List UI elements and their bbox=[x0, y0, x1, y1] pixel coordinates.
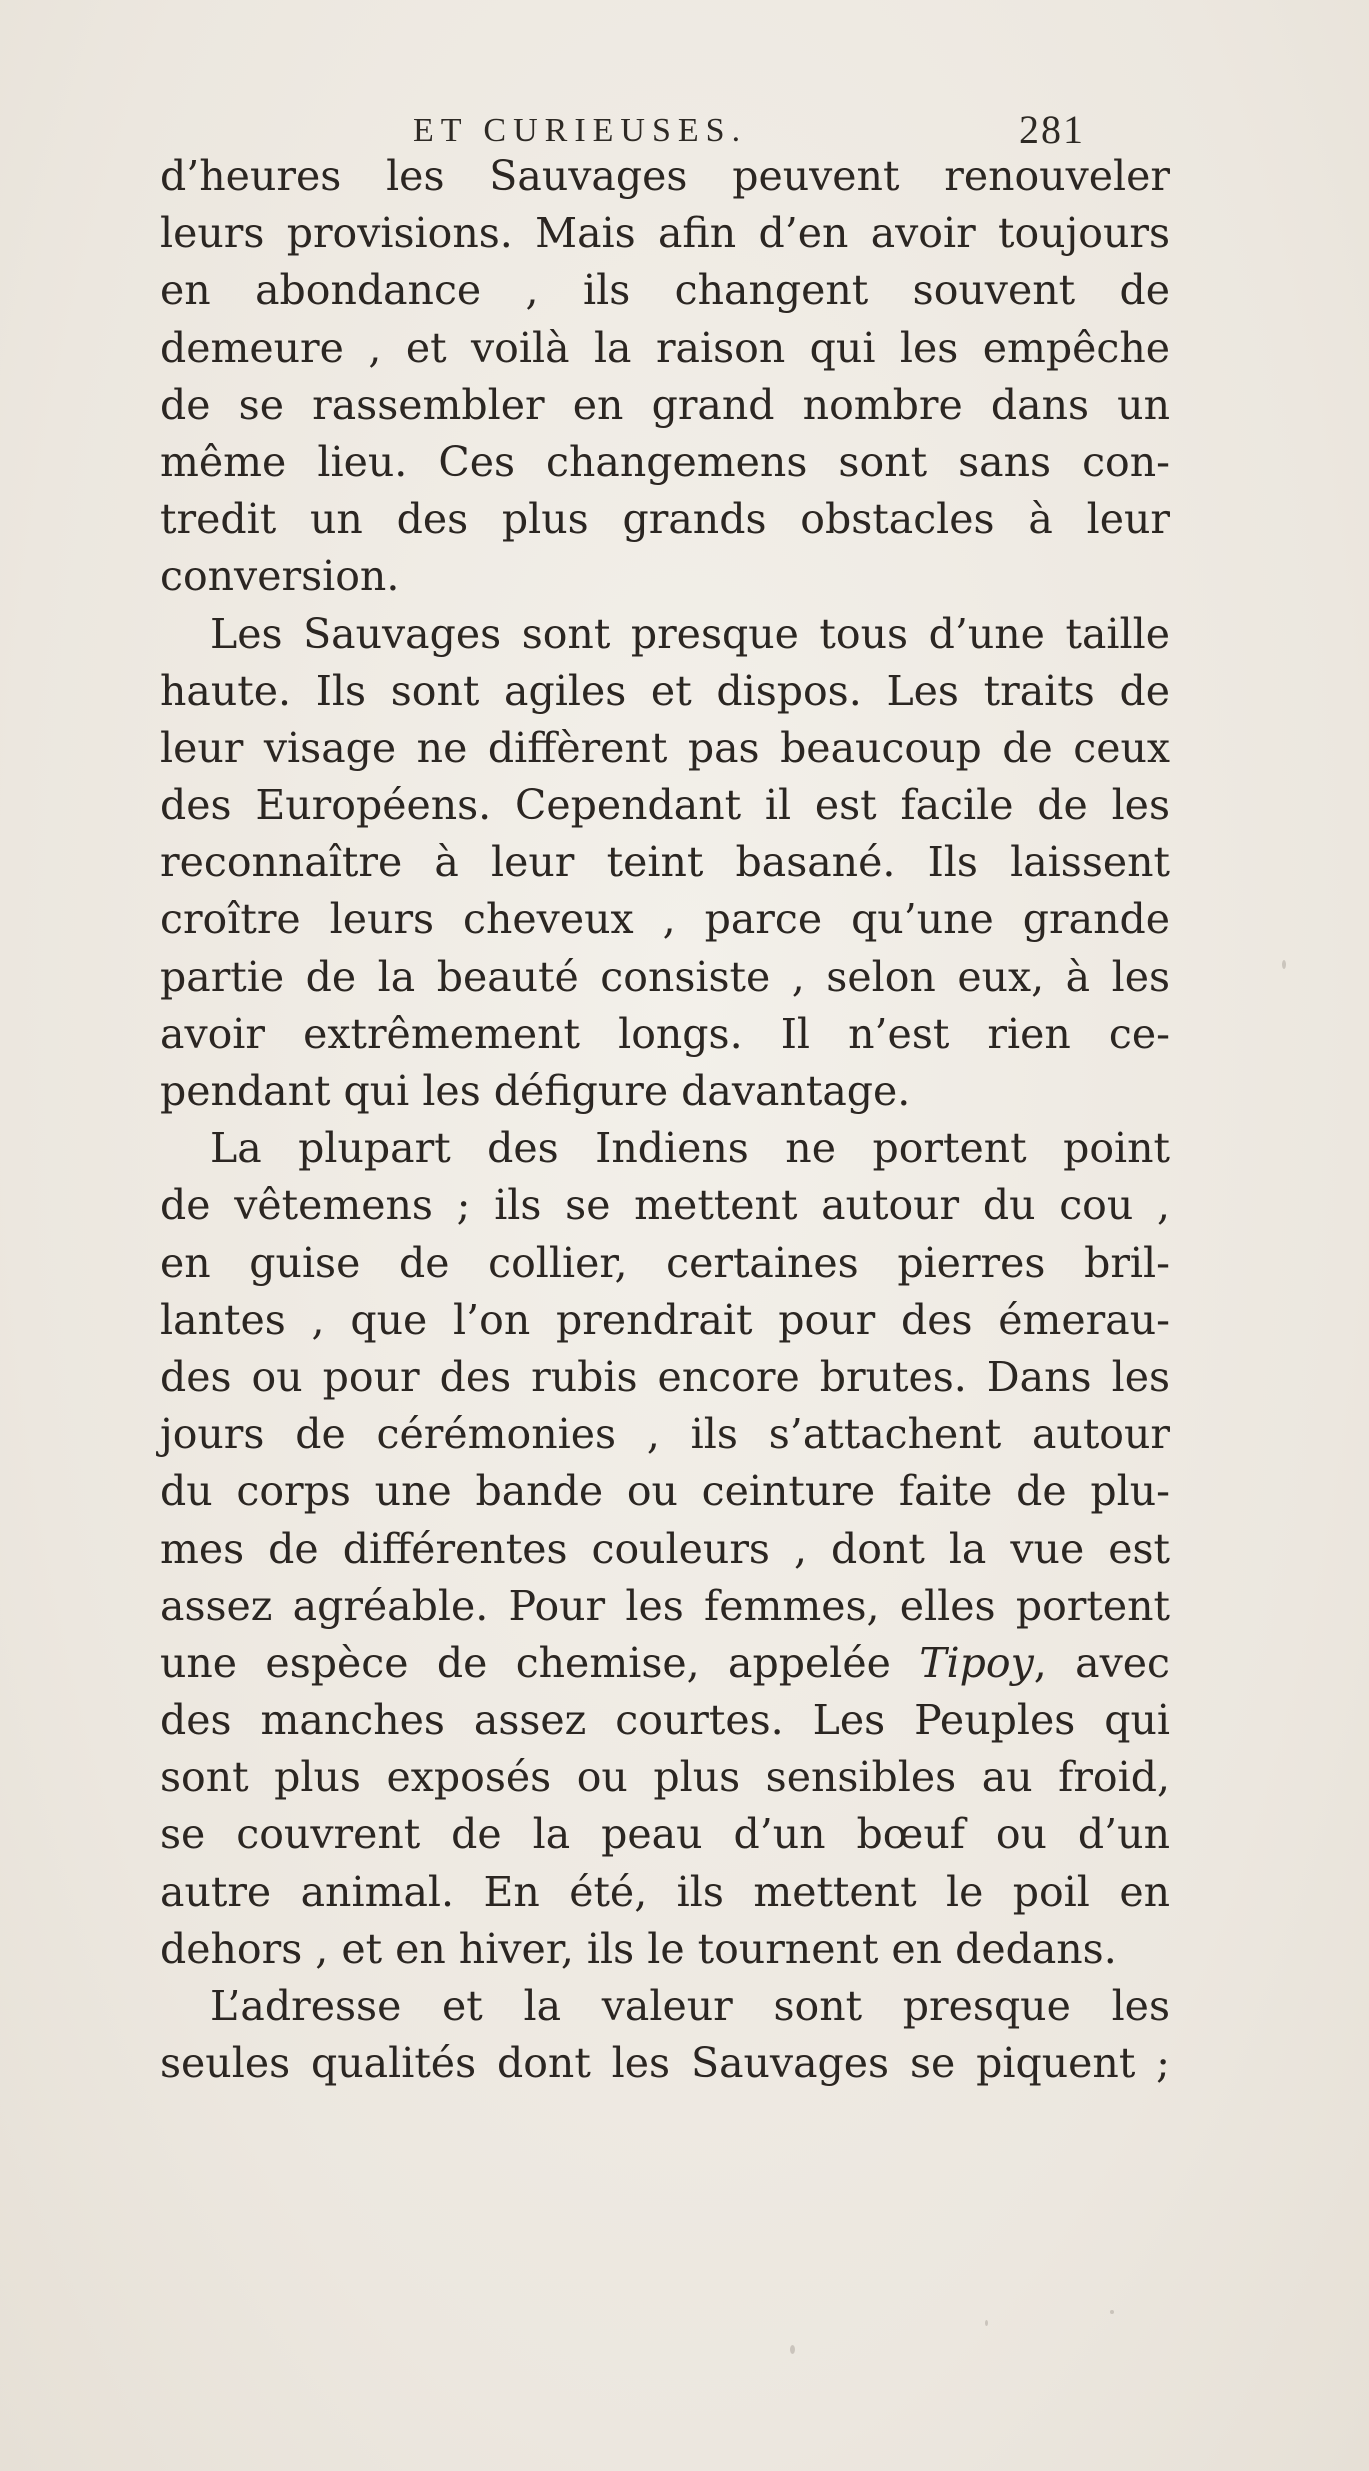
paper-blemish bbox=[985, 2320, 988, 2326]
text-line: du corps une bande ou ceinture faite de plu- bbox=[160, 1467, 1170, 1516]
text-line: une espèce de chemise, appelée Tipoy, avec bbox=[160, 1638, 1170, 1687]
text-line: même lieu. Ces changemens sont sans con- bbox=[160, 437, 1170, 486]
text-line: croître leurs cheveux , parce qu’une grande bbox=[160, 895, 1170, 944]
text-line: pendant qui les défigure davantage. bbox=[160, 1067, 911, 1115]
text-line: lantes , que l’on prendrait pour des émerau- bbox=[160, 1295, 1170, 1344]
text-line: assez agréable. Pour les femmes, elles portent bbox=[160, 1581, 1170, 1630]
page-number: 281 bbox=[1019, 107, 1085, 152]
text-line: mes de différentes couleurs , dont la vue est bbox=[160, 1524, 1170, 1573]
text-line: leur visage ne diffèrent pas beaucoup de ceux bbox=[160, 723, 1170, 772]
text-line: conversion. bbox=[160, 552, 400, 601]
text-line: autre animal. En été, ils mettent le poil en bbox=[160, 1867, 1170, 1916]
paper-blemish bbox=[1282, 960, 1286, 969]
text-line: haute. Ils sont agiles et dispos. Les traits de bbox=[160, 666, 1170, 715]
paper-blemish bbox=[1110, 2310, 1114, 2314]
text-line: des ou pour des rubis encore brutes. Dans les bbox=[160, 1352, 1170, 1401]
running-head: ET CURIEUSES. bbox=[413, 112, 748, 149]
text-line: leurs provisions. Mais afin d’en avoir toujours bbox=[160, 209, 1170, 258]
text-line: en guise de collier, certaines pierres bril- bbox=[160, 1238, 1170, 1287]
text-line: de se rassembler en grand nombre dans un bbox=[160, 380, 1170, 429]
paragraph-3 bbox=[160, 1120, 1170, 1978]
text-line: de vêtemens ; ils se mettent autour du cou , bbox=[160, 1181, 1170, 1230]
text-line: se couvrent de la peau d’un bœuf ou d’un bbox=[160, 1810, 1170, 1859]
paper-blemish bbox=[790, 2345, 795, 2354]
text-line: La plupart des Indiens ne portent point bbox=[210, 1124, 1170, 1173]
text-line: demeure , et voilà la raison qui les empêche bbox=[160, 323, 1170, 372]
text-line: en abondance , ils changent souvent de bbox=[160, 266, 1170, 315]
paragraph-4 bbox=[160, 1978, 1170, 2092]
text-line: tredit un des plus grands obstacles à leur bbox=[160, 495, 1170, 544]
text-line: sont plus exposés ou plus sensibles au froid, bbox=[160, 1753, 1170, 1802]
text-line: L’adresse et la valeur sont presque les bbox=[210, 1982, 1170, 2030]
text-line: seules qualités dont les Sauvages se piquent ; bbox=[160, 2039, 1170, 2088]
paragraph-1 bbox=[160, 148, 1170, 606]
text-line: Les Sauvages sont presque tous d’une taille bbox=[210, 609, 1170, 658]
text-line: jours de cérémonies , ils s’attachent autour bbox=[160, 1410, 1170, 1459]
paragraph-2 bbox=[160, 606, 1170, 1121]
text-line: reconnaître à leur teint basané. Ils laissent bbox=[160, 838, 1170, 887]
text-line: partie de la beauté consiste , selon eux, à les bbox=[160, 952, 1170, 1001]
text-line: avoir extrêmement longs. Il n’est rien ce- bbox=[160, 1009, 1170, 1058]
italic-term: Tipoy bbox=[919, 1638, 1034, 1687]
text-line: des manches assez courtes. Les Peuples qui bbox=[160, 1696, 1170, 1745]
text-line: dehors , et en hiver, ils le tournent en dedans. bbox=[160, 1924, 1117, 1973]
body-text bbox=[160, 148, 1170, 2092]
text-line: d’heures les Sauvages peuvent renouveler bbox=[160, 152, 1170, 200]
text-line: des Européens. Cependant il est facile de les bbox=[160, 781, 1170, 830]
